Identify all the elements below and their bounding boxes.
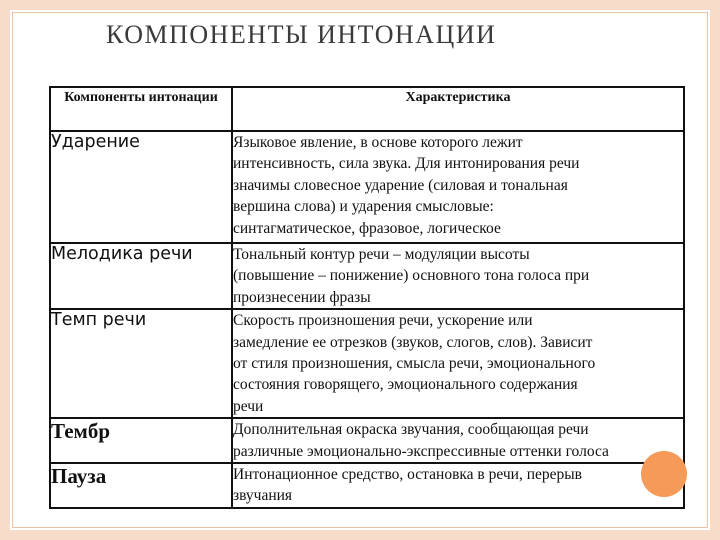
table-row <box>50 309 684 418</box>
desc-line: различные эмоционально-экспрессивные оттенки голоса <box>233 442 609 460</box>
desc-line: состояния говорящего, эмоционального содержания <box>233 376 578 394</box>
description-cell <box>232 463 684 508</box>
desc-line: произнесении фразы <box>233 288 371 306</box>
desc-line: замедление ее отрезков (звуков, слогов, слов). Зависит <box>233 333 593 351</box>
term-label: Темп речи <box>51 310 147 331</box>
desc-line: Дополнительная окраска звучания, сообщающая речи <box>233 421 589 439</box>
desc-line: вершина слова) и ударения смысловые: <box>233 198 494 216</box>
table-row <box>50 418 684 463</box>
desc-line: Скорость произношения речи, ускорение или <box>233 312 533 330</box>
term-label: Мелодика речи <box>51 244 193 264</box>
table-row <box>50 131 684 243</box>
table-header-row <box>50 87 684 131</box>
table-row <box>50 243 684 309</box>
decorative-circle <box>641 451 687 497</box>
table-row <box>50 463 684 508</box>
term-cell <box>50 463 232 508</box>
desc-line: (повышение – понижение) основного тона голоса при <box>233 267 590 285</box>
desc-line: интенсивность, сила звука. Для интонирования речи <box>233 155 580 173</box>
term-cell <box>50 418 232 463</box>
slide-title: КОМПОНЕНТЫ ИНТОНАЦИИ <box>106 20 497 49</box>
description-cell <box>232 243 684 309</box>
term-label: Ударение <box>51 132 140 152</box>
description-cell <box>232 131 684 243</box>
header-characteristic: Характеристика <box>232 87 684 131</box>
term-label: Тембр <box>51 419 111 444</box>
description-cell <box>232 418 684 463</box>
term-label: Пауза <box>51 464 107 489</box>
desc-line: Интонационное средство, остановка в речи, перерыв <box>233 466 582 484</box>
term-cell <box>50 243 232 309</box>
desc-line: речи <box>233 397 264 415</box>
desc-line: Тональный контур речи – модуляции высоты <box>233 246 530 263</box>
header-components: Компоненты интонации <box>50 87 232 131</box>
desc-line: значимы словесное ударение (силовая и тональная <box>233 176 568 194</box>
term-cell <box>50 131 232 243</box>
term-cell <box>50 309 232 418</box>
desc-line: синтагматическое, фразовое, логическое <box>233 219 501 237</box>
desc-line: Языковое явление, в основе которого лежит <box>233 134 523 151</box>
desc-line: от стиля произношения, смысла речи, эмоционального <box>233 355 596 373</box>
desc-line: звучания <box>233 487 293 505</box>
intonation-components-table <box>49 86 685 509</box>
description-cell <box>232 309 684 418</box>
